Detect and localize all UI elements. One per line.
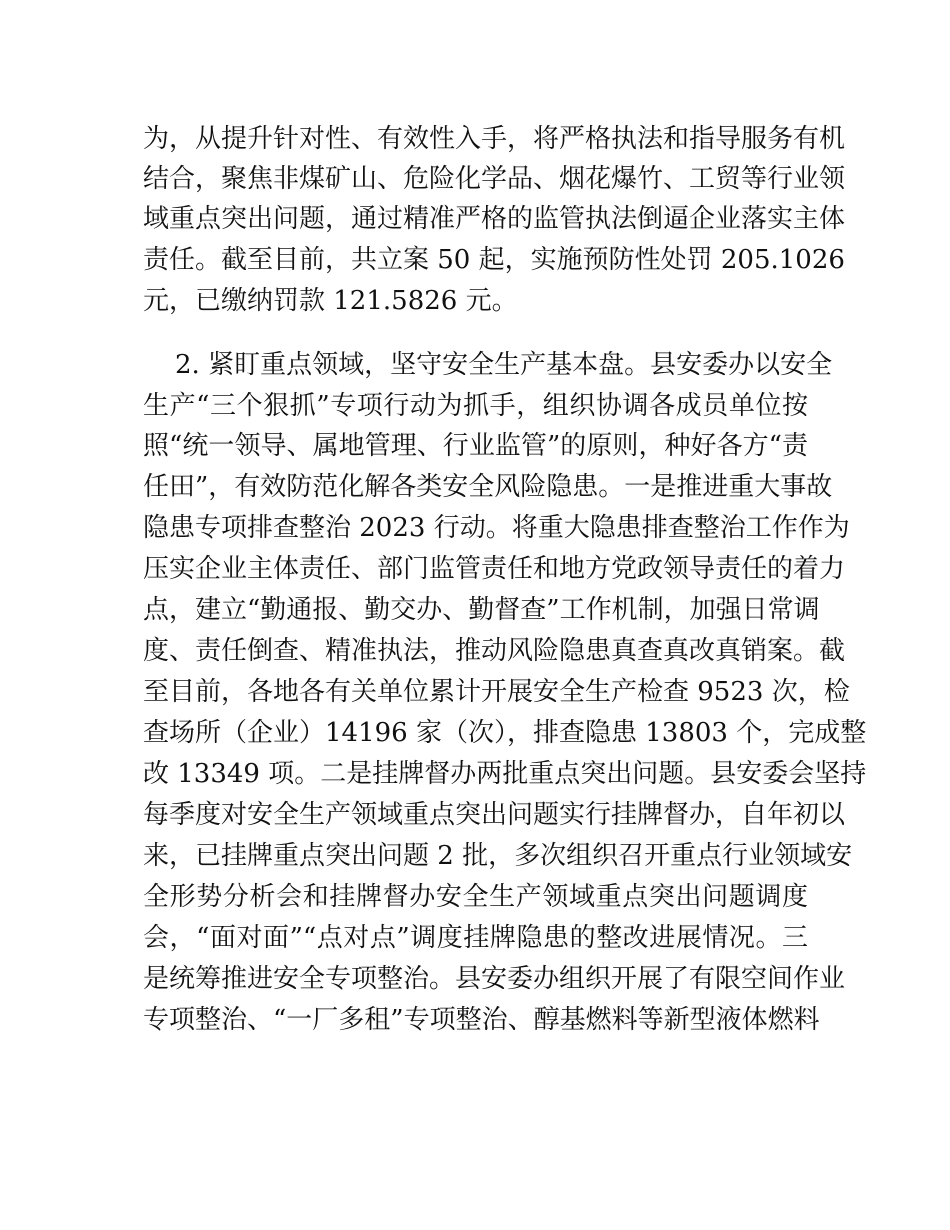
text-line: 每季度对安全生产领域重点突出问题实行挂牌督办，自年初以	[143, 800, 846, 830]
text-line: 会，“面对面”“点对点”调度挂牌隐患的整改进展情况。三	[143, 923, 808, 953]
text-line: 专项整治、“一厂多租”专项整治、醇基燃料等新型液体燃料	[143, 1005, 820, 1035]
text-line: 来，已挂牌重点突出问题 2 批，多次组织召开重点行业领域安	[143, 841, 853, 871]
text-line: 结合，聚焦非煤矿山、危险化学品、烟花爆竹、工贸等行业领	[143, 164, 846, 194]
text-line: 元，已缴纳罚款 121.5826 元。	[143, 286, 518, 316]
text-line: 为，从提升针对性、有效性入手，将严格执法和指导服务有机	[143, 124, 846, 154]
text-line: 任田”，有效防范化解各类安全风险隐患。一是推进重大事故	[143, 472, 833, 502]
text-line: 点，建立“勤通报、勤交办、勤督查”工作机制，加强日常调	[143, 595, 820, 625]
text-line: 生产“三个狠抓”专项行动为抓手，组织协调各成员单位按	[143, 391, 808, 421]
text-line: 至目前，各地各有关单位累计开展安全生产检查 9523 次，检	[143, 677, 850, 707]
text-line: 照“统一领导、属地管理、行业监管”的原则，种好各方“责	[143, 431, 808, 461]
text-line: 查场所（企业）14196 家（次），排查隐患 13803 个，完成整	[143, 718, 867, 748]
paragraph-first-line: 2. 紧盯重点领域，坚守安全生产基本盘。县安委办以安全	[175, 350, 833, 380]
text-line: 隐患专项排查整治 2023 行动。将重大隐患排查整治工作作为	[143, 513, 850, 543]
text-line: 是统筹推进安全专项整治。县安委办组织开展了有限空间作业	[143, 964, 846, 994]
text-line: 度、责任倒查、精准执法，推动风险隐患真查真改真销案。截	[143, 636, 846, 666]
text-line: 压实企业主体责任、部门监管责任和地方党政领导责任的着力	[143, 554, 846, 584]
text-line: 域重点突出问题，通过精准严格的监管执法倒逼企业落实主体	[143, 204, 846, 234]
text-line: 责任。截至目前，共立案 50 起，实施预防性处罚 205.1026	[143, 245, 845, 275]
text-line: 改 13349 项。二是挂牌督办两批重点突出问题。县安委会坚持	[143, 759, 867, 789]
text-line: 全形势分析会和挂牌督办安全生产领域重点突出问题调度	[143, 882, 808, 912]
